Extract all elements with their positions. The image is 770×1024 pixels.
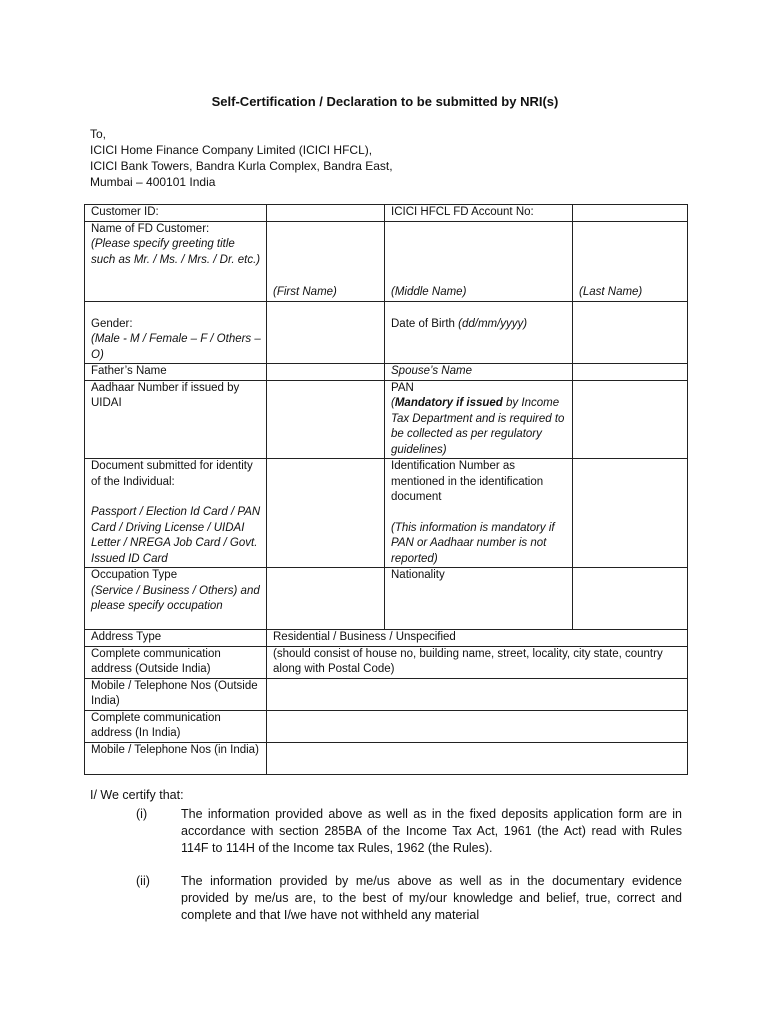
name-label: Name of FD Customer: (91, 222, 210, 235)
spouse-name-field[interactable] (573, 364, 688, 381)
name-hint: (Please specify greeting title such as Mr. / Ms. / Mrs. / Dr. etc.) (91, 238, 261, 266)
address-line-1: ICICI Home Finance Company Limited (ICICI HFCL), (90, 143, 373, 157)
gender-cell (85, 301, 267, 364)
declaration-form-table (84, 204, 688, 775)
mobile-inside-field[interactable] (267, 742, 688, 774)
comm-address-inside-field[interactable] (267, 710, 688, 742)
gender-hint: (Male - M / Female – F / Others – O) (91, 333, 261, 361)
mobile-inside-label: Mobile / Telephone Nos (in India) (85, 742, 267, 774)
customer-id-label: Customer ID: (85, 205, 267, 222)
id-number-hint: (This information is mandatory if PAN or Aadhaar number is not reported) (391, 521, 555, 565)
pan-field[interactable] (573, 380, 688, 459)
document-cell (85, 459, 267, 568)
certification-section (90, 787, 682, 924)
certification-item (90, 873, 682, 924)
certification-item-number: (ii) (136, 874, 150, 888)
certification-lead: I/ We certify that: (90, 788, 184, 802)
page-title: Self-Certification / Declaration to be submitted by NRI(s) (211, 94, 559, 109)
customer-id-field[interactable] (267, 205, 385, 222)
father-name-field[interactable] (267, 364, 385, 381)
pan-label: PAN (391, 381, 414, 394)
comm-address-inside-label: Complete communication address (In India) (85, 710, 267, 742)
fd-account-no-label: ICICI HFCL FD Account No: (385, 205, 573, 222)
first-name-caption: (First Name) (273, 286, 337, 298)
pan-open-paren: ( (391, 397, 395, 409)
name-cell (85, 221, 267, 301)
pan-mandatory-text: Mandatory if issued (394, 397, 503, 409)
pan-cell (385, 380, 573, 459)
pan-hint-block (391, 396, 568, 458)
id-number-cell (385, 459, 573, 568)
occupation-hint: (Service / Business / Others) and please specify occupation (91, 584, 260, 612)
document-field[interactable] (267, 459, 385, 568)
nationality-label: Nationality (385, 568, 573, 630)
address-type-value[interactable]: Residential / Business / Unspecified (267, 630, 688, 647)
spouse-name-label: Spouse’s Name (385, 364, 573, 381)
occupation-cell (85, 568, 267, 630)
certification-item-number: (i) (136, 807, 148, 821)
dob-label: Date of Birth (391, 317, 459, 330)
recipient-address (90, 126, 393, 190)
dob-field[interactable] (573, 301, 688, 364)
dob-cell (385, 301, 573, 364)
dob-hint: (dd/mm/yyyy) (458, 317, 528, 330)
mobile-outside-label: Mobile / Telephone Nos (Outside India) (85, 678, 267, 710)
address-line-3: Mumbai – 400101 India (90, 175, 216, 189)
fd-account-no-field[interactable] (573, 205, 688, 222)
id-number-field[interactable] (573, 459, 688, 568)
nationality-field[interactable] (573, 568, 688, 630)
father-name-label: Father’s Name (85, 364, 267, 381)
certification-item (90, 806, 682, 857)
certification-item-text: The information provided by me/us above as well as in the documentary evidence provided by me/us are, to the best of my/our knowledge and belief, true, correct and complete and that I/we have not withheld any material (181, 874, 682, 922)
comm-address-outside-label: Complete communication address (Outside India) (85, 646, 267, 678)
address-to: To, (90, 127, 107, 141)
pan-hint: by Income Tax Department and is required to be collected as per regulatory guidelines) (391, 397, 565, 456)
document-hint: Passport / Election Id Card / PAN Card / Driving License / UIDAI Letter / NREGA Job Card / Govt. Issued ID Card (91, 506, 261, 565)
id-number-label: Identification Number as mentioned in the identification document (391, 460, 544, 503)
last-name-caption: (Last Name) (579, 286, 643, 298)
comm-address-outside-field[interactable]: (should consist of house no, building name, street, locality, city state, country along with Postal Code) (267, 646, 688, 678)
gender-field[interactable] (267, 301, 385, 364)
mobile-outside-field[interactable] (267, 678, 688, 710)
middle-name-field[interactable] (385, 221, 573, 301)
gender-label: Gender: (91, 317, 133, 330)
occupation-field[interactable] (267, 568, 385, 630)
middle-name-caption: (Middle Name) (391, 286, 467, 298)
occupation-label: Occupation Type (91, 569, 178, 581)
first-name-field[interactable] (267, 221, 385, 301)
address-line-2: ICICI Bank Towers, Bandra Kurla Complex, Bandra East, (90, 159, 393, 173)
last-name-field[interactable] (573, 221, 688, 301)
document-label: Document submitted for identity of the Individual: (91, 460, 253, 488)
aadhaar-label: Aadhaar Number if issued by UIDAI (85, 380, 267, 459)
certification-item-text: The information provided above as well as in the fixed deposits application form are in accordance with section 285BA of the Income Tax Act, 1961 (the Act) read with Rules 114F to 114H of the Income tax Rules, 1962 (the Rules). (181, 807, 682, 855)
address-type-label: Address Type (85, 630, 267, 647)
aadhaar-field[interactable] (267, 380, 385, 459)
